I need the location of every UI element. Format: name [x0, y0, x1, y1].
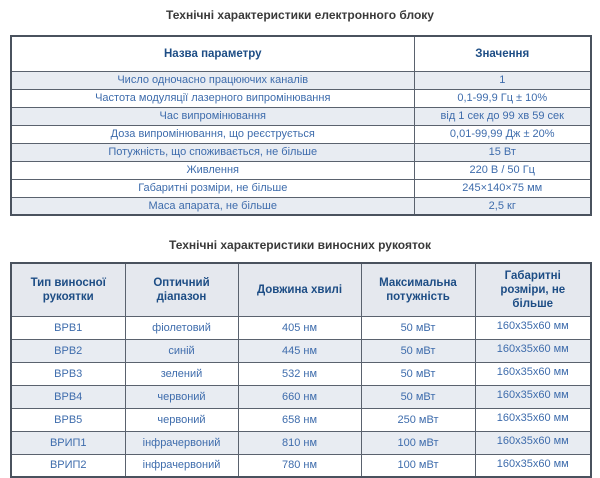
table-row [11, 89, 591, 107]
table-row [11, 197, 591, 215]
electronic-block-title: Технічні характеристики електронного блоку [166, 8, 434, 22]
electronic-block-table [10, 35, 592, 216]
cell-dimensions: 160x35x60 мм [475, 408, 591, 431]
cell-name: Частота модуляції лазерного випромінювання [11, 89, 414, 107]
cell-type: ВРИП2 [11, 454, 125, 477]
cell-power: 50 мВт [361, 316, 475, 339]
cell-value: 245×140×75 мм [414, 179, 591, 197]
column-header-wavelength: Довжина хвилі [238, 263, 361, 316]
column-header-handle-type: Тип виносної рукоятки [11, 263, 125, 316]
cell-dimensions: 160x35x60 мм [475, 454, 591, 477]
cell-power: 50 мВт [361, 385, 475, 408]
column-header-value: Значення [414, 36, 591, 71]
table-row [11, 71, 591, 89]
table-row [11, 385, 591, 408]
cell-wavelength: 660 нм [238, 385, 361, 408]
cell-power: 100 мВт [361, 431, 475, 454]
cell-type: ВРИП1 [11, 431, 125, 454]
table-row [11, 125, 591, 143]
cell-name: Потужність, що споживається, не більше [11, 143, 414, 161]
cell-name: Живлення [11, 161, 414, 179]
handles-table-body [11, 316, 591, 477]
cell-range: фіолетовий [125, 316, 238, 339]
cell-power: 50 мВт [361, 362, 475, 385]
cell-name: Габаритні розміри, не більше [11, 179, 414, 197]
table-row [11, 431, 591, 454]
cell-wavelength: 405 нм [238, 316, 361, 339]
cell-power: 100 мВт [361, 454, 475, 477]
cell-value: 0,1-99,9 Гц ± 10% [414, 89, 591, 107]
cell-range: червоний [125, 408, 238, 431]
column-header-dimensions: Габаритні розміри, не більше [475, 263, 591, 316]
handles-table [10, 262, 592, 478]
cell-value: 1 [414, 71, 591, 89]
table-row [11, 107, 591, 125]
cell-wavelength: 532 нм [238, 362, 361, 385]
handles-table-header [11, 263, 591, 316]
cell-value: 0,01-99,99 Дж ± 20% [414, 125, 591, 143]
table-row [11, 143, 591, 161]
cell-wavelength: 780 нм [238, 454, 361, 477]
column-header-optical-range: Оптичний діапазон [125, 263, 238, 316]
table-row [11, 179, 591, 197]
table-row [11, 161, 591, 179]
cell-dimensions: 160x35x60 мм [475, 431, 591, 454]
header-row [11, 263, 591, 316]
cell-type: ВРВ3 [11, 362, 125, 385]
column-header-parameter-name: Назва параметру [11, 36, 414, 71]
cell-range: інфрачервоний [125, 454, 238, 477]
table-row [11, 339, 591, 362]
column-header-max-power: Максимальна потужність [361, 263, 475, 316]
electronic-block-table-header [11, 36, 591, 71]
cell-type: ВРВ4 [11, 385, 125, 408]
header-row [11, 36, 591, 71]
cell-wavelength: 810 нм [238, 431, 361, 454]
electronic-block-table-body [11, 71, 591, 215]
cell-dimensions: 160x35x60 мм [475, 339, 591, 362]
cell-range: синій [125, 339, 238, 362]
table-row [11, 454, 591, 477]
table-row [11, 316, 591, 339]
cell-value: 2,5 кг [414, 197, 591, 215]
cell-value: 220 В / 50 Гц [414, 161, 591, 179]
cell-dimensions: 160x35x60 мм [475, 385, 591, 408]
cell-type: ВРВ5 [11, 408, 125, 431]
cell-wavelength: 445 нм [238, 339, 361, 362]
table-row [11, 408, 591, 431]
cell-power: 250 мВт [361, 408, 475, 431]
cell-value: від 1 сек до 99 хв 59 сек [414, 107, 591, 125]
cell-range: зелений [125, 362, 238, 385]
cell-name: Число одночасно працюючих каналів [11, 71, 414, 89]
cell-value: 15 Вт [414, 143, 591, 161]
table-row [11, 362, 591, 385]
cell-name: Маса апарата, не більше [11, 197, 414, 215]
cell-type: ВРВ2 [11, 339, 125, 362]
cell-wavelength: 658 нм [238, 408, 361, 431]
cell-range: інфрачервоний [125, 431, 238, 454]
cell-name: Час випромінювання [11, 107, 414, 125]
cell-range: червоний [125, 385, 238, 408]
cell-dimensions: 160x35x60 мм [475, 316, 591, 339]
cell-type: ВРВ1 [11, 316, 125, 339]
handles-title: Технічні характеристики виносних рукояток [168, 238, 432, 252]
cell-dimensions: 160x35x60 мм [475, 362, 591, 385]
cell-power: 50 мВт [361, 339, 475, 362]
cell-name: Доза випромінювання, що реєструється [11, 125, 414, 143]
